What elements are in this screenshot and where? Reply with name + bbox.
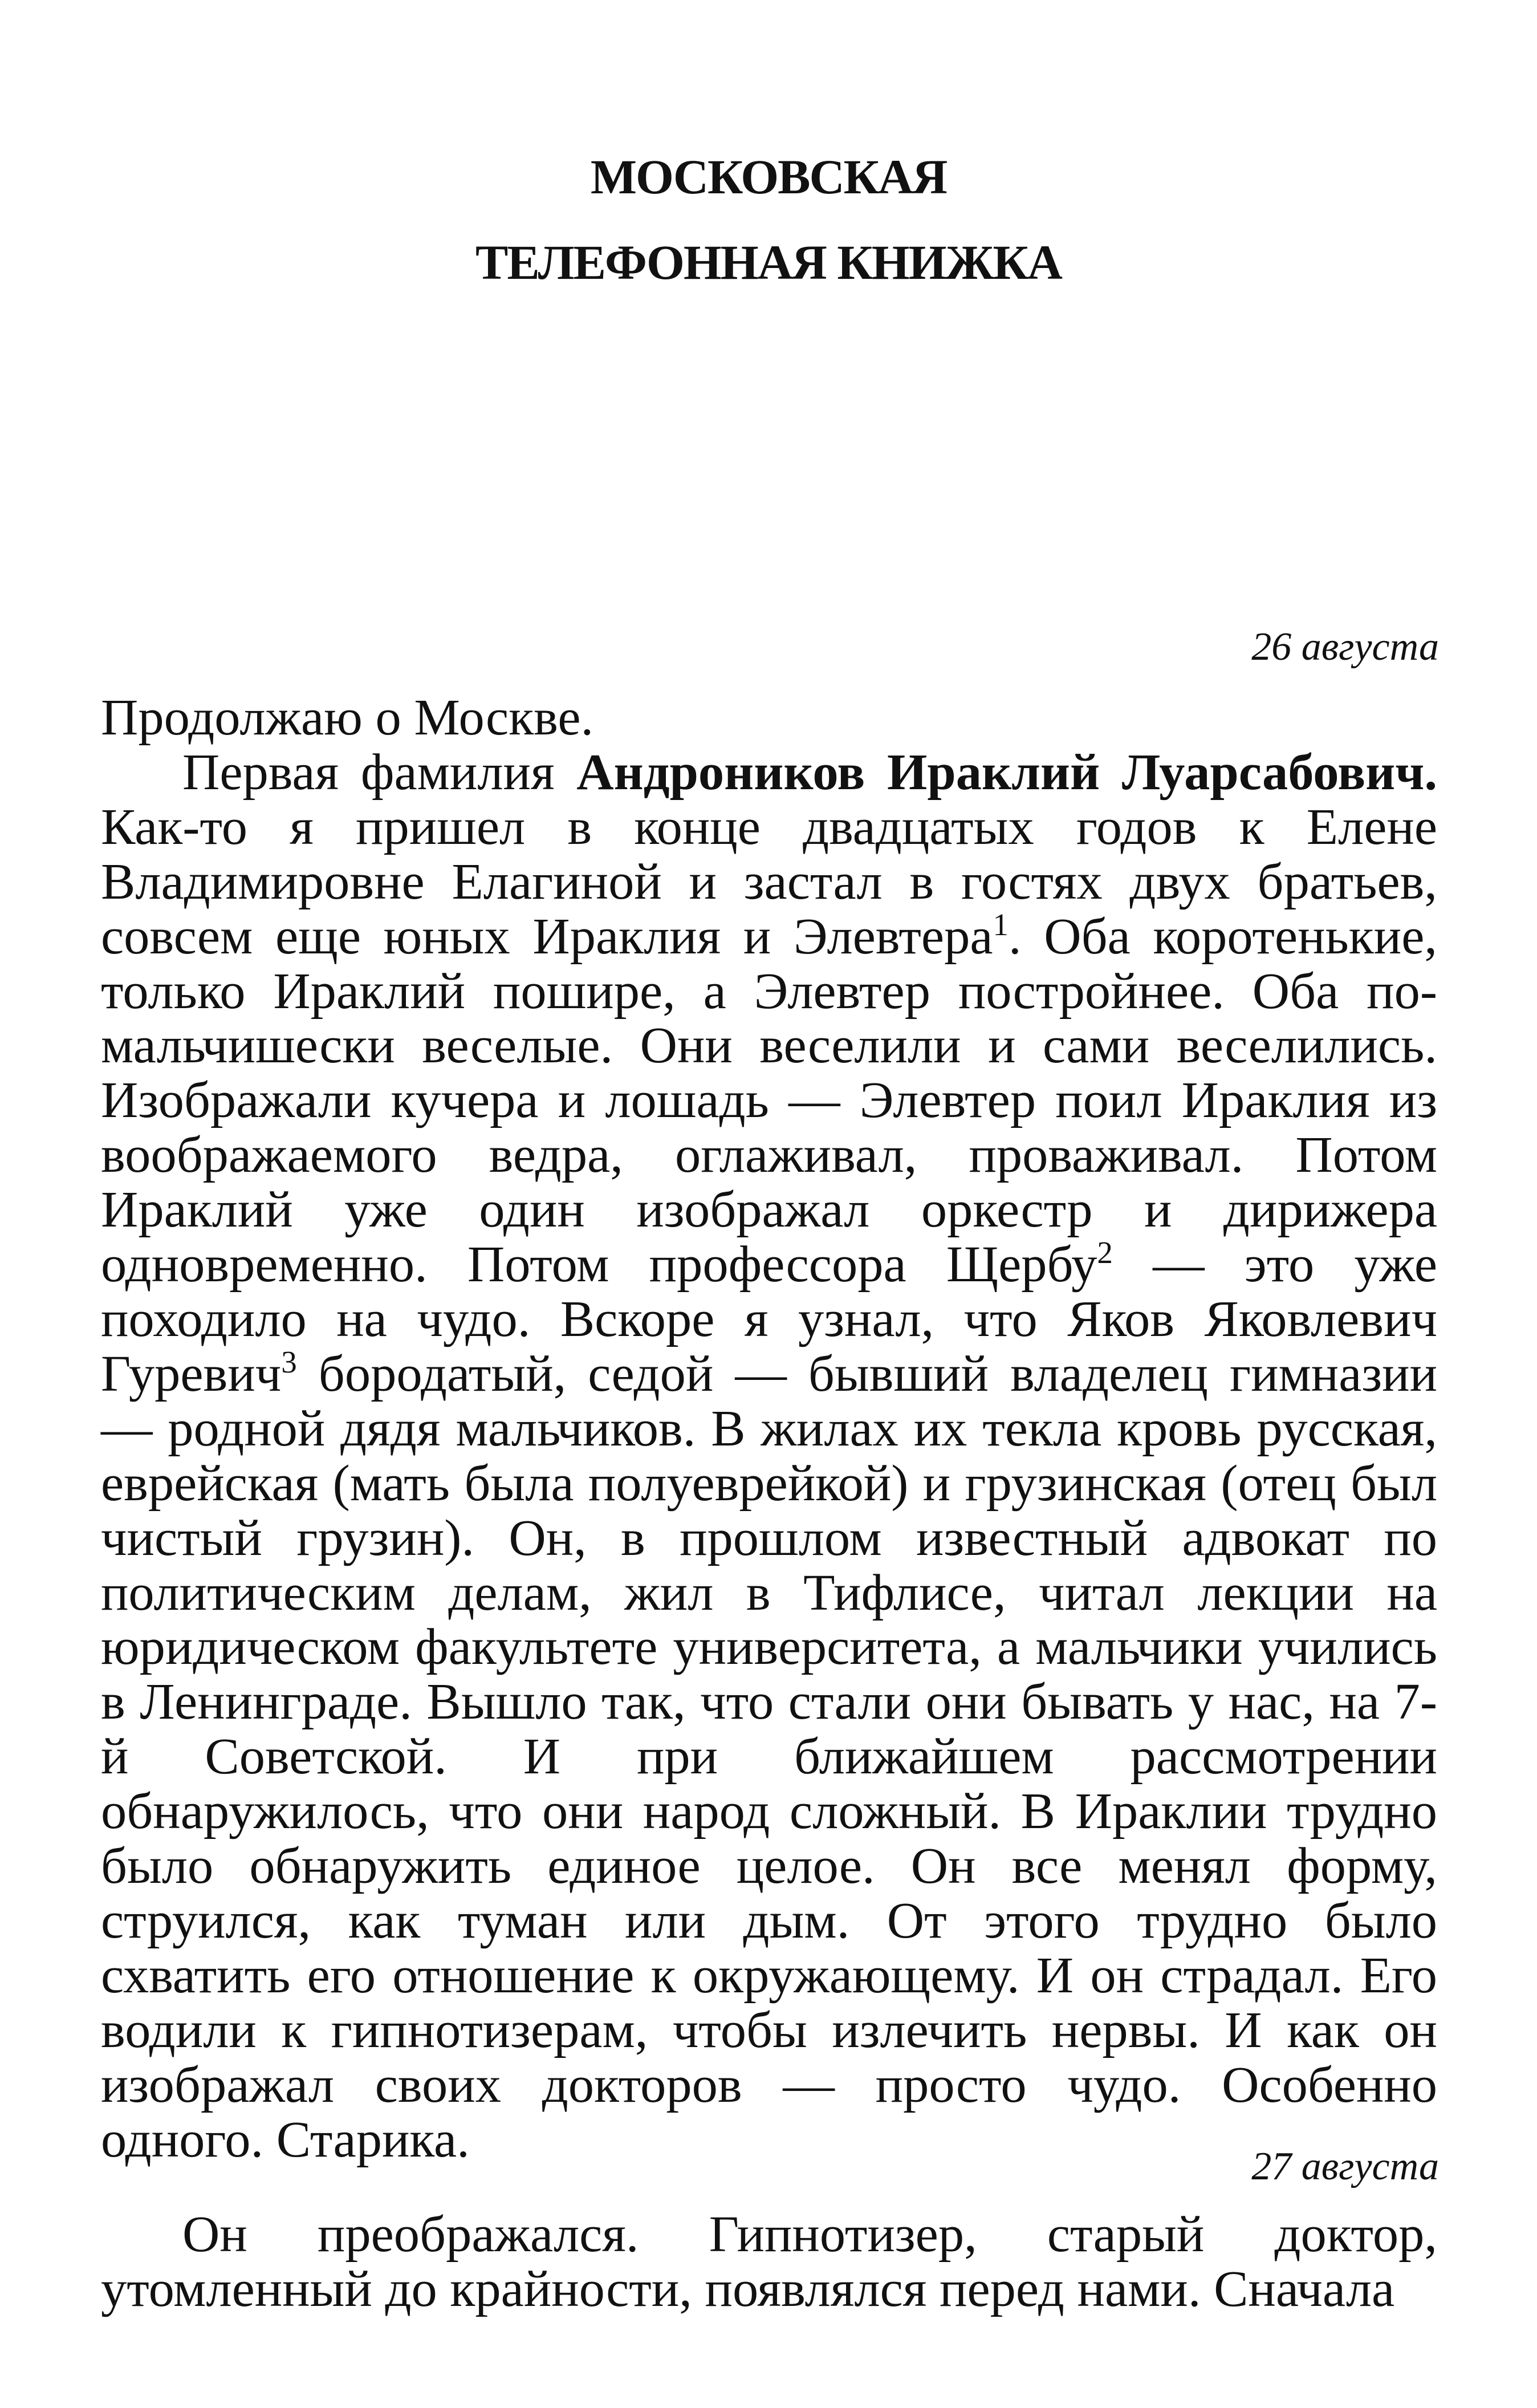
text-run: Первая фамилия — [182, 742, 577, 801]
footnote-ref: 2 — [1097, 1235, 1113, 1270]
footnote-ref: 3 — [281, 1344, 297, 1379]
text-run: . Оба коротенькие, только Ираклий пошире, а Элевтер постройнее. Оба по-мальчишески веселые. Они веселили и сами веселились. Изображали кучера и лошадь — Элевтер поил Ираклия из воображаемого ведра, оглаживал, проваживал. Потом Ираклий уже один изображал оркестр и дирижера одновременно. Потом профессора Щербу — [101, 907, 1437, 1293]
person-name: Андроников Ираклий Луарсабович. — [576, 742, 1437, 801]
paragraph: Продолжаю о Москве. — [101, 688, 594, 746]
entry-body — [101, 2207, 1437, 2316]
chapter-title-line-1: МОСКОВСКАЯ — [590, 149, 947, 204]
paragraph — [101, 742, 1437, 2168]
entry-date: 26 августа — [1251, 625, 1439, 669]
entry-date: 27 августа — [1251, 2145, 1439, 2188]
chapter-title-line-2: ТЕЛЕФОННАЯ КНИЖКА — [475, 235, 1062, 290]
text-run: Как-то я пришел в конце двадцатых годов к Елене Владимировне Елагиной и застал в гостях двух братьев, совсем еще юных Ираклия и Элевтера — [101, 797, 1437, 965]
text-run: — это уже походило на чудо. Вскоре я узнал, что Яков Яковлевич Гуревич — [101, 1235, 1437, 1402]
entry-body — [101, 690, 1437, 2166]
text-run: бородатый, седой — бывший владелец гимназии — родной дядя мальчиков. В жилах их текла кровь русская, еврейская (мать была полуеврейкой) и грузинская (отец был чистый грузин). Он, в прошлом известный адвокат по политическим делам, жил в Тифлисе, читал лекции на юридическом факультете университета, а мальчики учились в Ленинграде. Вышло так, что стали они бывать у нас, на 7-й Советской. И при ближайшем рассмотрении обнаружилось, что они народ сложный. В Ираклии трудно было обнаружить единое целое. Он все менял форму, струился, как туман или дым. От этого трудно было схватить его отношение к окружающему. И он страдал. Его водили к гипнотизерам, чтобы излечить нервы. И как он изображал своих докторов — просто чудо. Особенно одного. Старика. — [101, 1344, 1437, 2168]
paragraph: Он преображался. Гипнотизер, старый доктор, утомленный до крайности, появлялся перед нами. Сначала — [101, 2205, 1437, 2317]
footnote-ref: 1 — [993, 907, 1009, 942]
